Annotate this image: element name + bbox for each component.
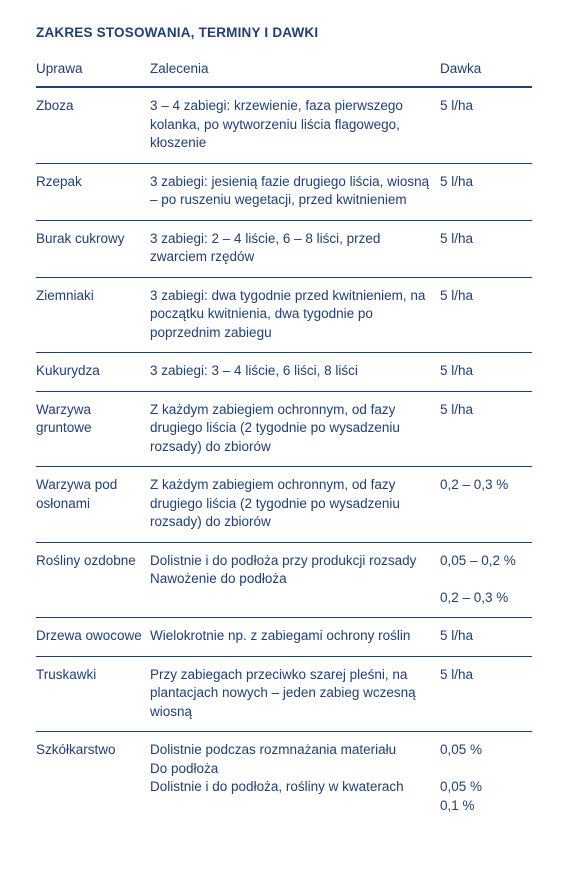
dose-cell — [440, 618, 532, 657]
recommendation-text: Z każdym zabiegiem ochronnym, od fazy drugiego liścia (2 tygodnie po wysadzeniu rozsady) do zbiorów — [150, 401, 400, 454]
table-row — [36, 656, 532, 732]
table-row — [36, 542, 532, 618]
dose-cell — [440, 391, 532, 467]
dose-value: 5 l/ha — [440, 287, 474, 303]
dose-cell — [440, 353, 532, 392]
crop-cell: Ziemniaki — [36, 277, 150, 353]
recommendation-text: Z każdym zabiegiem ochronnym, od fazy drugiego liścia (2 tygodnie po wysadzeniu rozsady) do zbiorów — [150, 477, 400, 529]
dose-cell — [440, 277, 532, 353]
dose-cell — [440, 87, 532, 163]
recommendation-cell — [150, 277, 440, 353]
recommendation-cell — [150, 618, 440, 657]
recommendation-cell — [150, 163, 440, 220]
dose-value: 0,05 – 0,2 % — [440, 552, 516, 568]
table-row — [36, 353, 532, 392]
recommendation-text: Do podłoża — [150, 760, 219, 776]
dose-value: 5 l/ha — [440, 401, 474, 417]
table-row — [36, 618, 532, 657]
recommendation-text: Wielokrotnie np. z zabiegami ochrony roślin — [150, 628, 411, 643]
crop-cell: Kukurydza — [36, 353, 150, 392]
recommendation-cell — [150, 542, 440, 618]
header-crop: Uprawa — [36, 60, 150, 87]
recommendation-text: Nawożenie do podłoża — [150, 571, 287, 586]
table-row — [36, 163, 532, 220]
header-dose: Dawka — [440, 60, 532, 87]
dose-value: 5 l/ha — [440, 173, 474, 189]
dose-value: 5 l/ha — [440, 98, 474, 113]
dose-value: 0,05 % — [440, 742, 483, 757]
dose-cell — [440, 467, 532, 543]
crop-cell: Truskawki — [36, 656, 150, 732]
dose-value: 5 l/ha — [440, 628, 474, 643]
crop-cell: Warzywa gruntowe — [36, 391, 150, 467]
table-row — [36, 220, 532, 277]
dose-value: 5 l/ha — [440, 666, 474, 682]
dose-value: 0,1 % — [440, 797, 475, 813]
table-row — [36, 467, 532, 543]
header-recommendation: Zalecenia — [150, 60, 440, 87]
section-title: ZAKRES STOSOWANIA, TERMINY I DAWKI — [36, 25, 319, 40]
crop-cell: Rośliny ozdobne — [36, 542, 150, 618]
table-row — [36, 277, 532, 353]
recommendation-text: Dolistnie i do podłoża, rośliny w kwaterach — [150, 779, 404, 794]
dose-value: 5 l/ha — [440, 363, 474, 378]
dose-value: 0,2 – 0,3 % — [440, 477, 509, 492]
recommendation-text: 3 zabiegi: 2 – 4 liście, 6 – 8 liści, przed zwarciem rzędów — [150, 230, 381, 264]
table-body — [36, 87, 532, 825]
crop-cell: Szkółkarstwo — [36, 742, 116, 757]
recommendation-text: 3 zabiegi: jesienią fazie drugiego liścia, wiosną – po ruszeniu wegetacji, przed kwitnieniem — [150, 173, 430, 207]
recommendation-cell — [150, 87, 440, 163]
dose-cell — [440, 542, 532, 618]
dose-value: 0,2 – 0,3 % — [440, 589, 509, 605]
dose-cell — [440, 163, 532, 220]
dose-cell — [440, 220, 532, 277]
crop-cell: Warzywa pod osłonami — [36, 467, 150, 543]
dosage-table — [36, 60, 532, 825]
crop-cell: Rzepak — [36, 163, 150, 220]
recommendation-text: Dolistnie i do podłoża przy produkcji rozsady — [150, 552, 417, 568]
recommendation-cell — [150, 656, 440, 732]
dose-value: 0,05 % — [440, 779, 483, 794]
table-header-row — [36, 60, 532, 87]
recommendation-cell — [150, 467, 440, 543]
recommendation-cell — [150, 353, 440, 392]
recommendation-cell — [150, 732, 440, 826]
recommendation-text: Dolistnie podczas rozmnażania materiału — [150, 742, 397, 757]
recommendation-cell — [150, 391, 440, 467]
recommendation-text: Przy zabiegach przeciwko szarej pleśni, na plantacjach nowych – jeden zabieg wczesną wiosną — [150, 666, 416, 719]
table-row — [36, 87, 532, 163]
dose-cell — [440, 732, 532, 826]
table-row — [36, 732, 532, 826]
recommendation-text: 3 – 4 zabiegi: krzewienie, faza pierwszego kolanka, po wytworzeniu liścia flagowego, kłoszenie — [150, 98, 403, 150]
crop-cell: Burak cukrowy — [36, 220, 150, 277]
recommendation-text: 3 zabiegi: 3 – 4 liście, 6 liści, 8 liści — [150, 363, 358, 378]
recommendation-text: 3 zabiegi: dwa tygodnie przed kwitnieniem, na początku kwitnienia, dwa tygodnie po poprzednim zabiegu — [150, 287, 426, 340]
dose-value: 5 l/ha — [440, 230, 474, 246]
crop-cell: Zboza — [36, 87, 150, 163]
dose-cell — [440, 656, 532, 732]
crop-cell: Drzewa owocowe — [36, 618, 150, 657]
recommendation-cell — [150, 220, 440, 277]
table-row — [36, 391, 532, 467]
